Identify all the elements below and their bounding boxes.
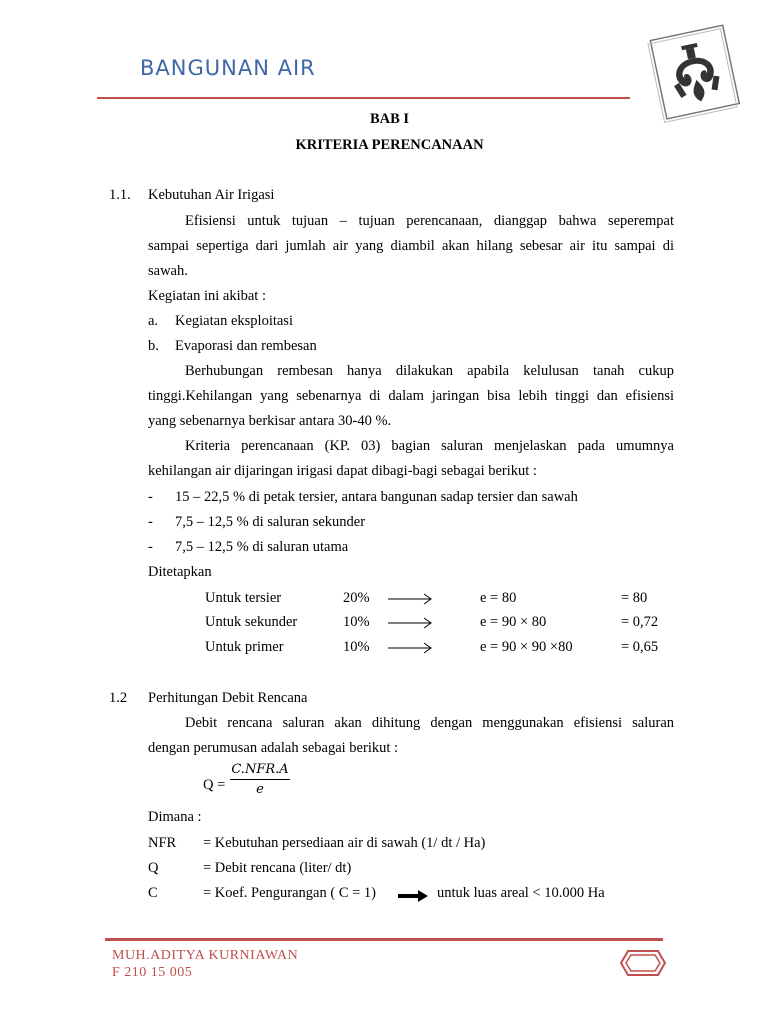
section-1-1-number: 1.1. — [109, 187, 131, 203]
header-divider — [97, 97, 630, 99]
def-c-note: untuk luas areal < 10.000 Ha — [437, 885, 605, 901]
def-nfr-desc: = Kebutuhan persediaan air di sawah (1/ dt / Ha) — [203, 835, 486, 851]
section-1-2-number: 1.2 — [109, 690, 128, 706]
dash-item-3-marker: - — [148, 539, 153, 555]
section-1-1-title: Kebutuhan Air Irigasi — [148, 187, 275, 203]
row-tersier-formula: e = 80 — [480, 590, 517, 606]
def-c-symbol: C — [148, 885, 158, 901]
s12-paragraph1-line1: Debit rencana saluran akan dihitung dengan menggunakan efisiensi saluran — [185, 715, 674, 731]
def-q-symbol: Q — [148, 860, 159, 876]
formula-fraction — [230, 762, 290, 797]
section-1-2-title: Perhitungan Debit Rencana — [148, 690, 308, 706]
row-primer-percent: 10% — [343, 639, 370, 655]
footer-emblem-icon — [620, 948, 666, 978]
arrow-right-bold-icon — [398, 890, 428, 902]
dash-item-1-text: 15 – 22,5 % di petak tersier, antara bangunan sadap tersier dan sawah — [175, 489, 578, 505]
list-b-text: Evaporasi dan rembesan — [175, 338, 317, 354]
s11-paragraph2: Kegiatan ini akibat : — [148, 288, 266, 304]
def-q-desc: = Debit rencana (liter/ dt) — [203, 860, 352, 876]
dash-item-1-marker: - — [148, 489, 153, 505]
formula-denominator: e — [256, 782, 264, 797]
dash-item-2-marker: - — [148, 514, 153, 530]
s11-paragraph1-line1: Efisiensi untuk tujuan – tujuan perencanaan, dianggap bahwa seperempat — [185, 213, 674, 229]
s11-paragraph3-line2: tinggi.Kehilangan yang sebenarnya di dalam jaringan bisa lebih tinggi dan efisiensi — [148, 388, 674, 404]
s11-paragraph4-line1: Kriteria perencanaan (KP. 03) bagian saluran menjelaskan pada umumnya — [185, 438, 674, 454]
formula-numerator: C.NFR.A — [230, 762, 290, 780]
row-sekunder-percent: 10% — [343, 614, 370, 630]
list-a-text: Kegiatan eksploitasi — [175, 313, 293, 329]
formula-lhs: Q = — [203, 777, 226, 793]
chapter-label: BAB I — [369, 111, 410, 127]
row-sekunder-formula: e = 90 × 80 — [480, 614, 547, 630]
dash-item-3-text: 7,5 – 12,5 % di saluran utama — [175, 539, 349, 555]
arrow-right-icon — [388, 642, 433, 654]
row-primer-label: Untuk primer — [205, 639, 284, 655]
row-sekunder-result: = 0,72 — [621, 614, 659, 630]
s12-paragraph1-line2: dengan perumusan adalah sebagai berikut : — [148, 740, 399, 756]
footer-divider — [105, 938, 663, 941]
s11-paragraph3-line1: Berhubungan rembesan hanya dilakukan apabila kelulusan tanah cukup — [185, 363, 674, 379]
footer-author-name: MUH.ADITYA KURNIAWAN — [112, 948, 299, 963]
chapter-title: KRITERIA PERENCANAAN — [295, 137, 484, 153]
def-c-desc: = Koef. Pengurangan ( C = 1) — [203, 885, 376, 901]
s11-paragraph3-line3: yang sebenarnya berkisar antara 30-40 %. — [148, 413, 392, 429]
list-a-marker: a. — [148, 313, 159, 329]
row-tersier-result: = 80 — [621, 590, 648, 606]
header-title: BANGUNAN AIR — [140, 56, 316, 80]
def-nfr-symbol: NFR — [148, 835, 177, 851]
s11-paragraph1-line2: sampai sepertiga dari jumlah air yang diambil akan hilang sebesar air itu sampai di — [148, 238, 674, 254]
row-tersier-percent: 20% — [343, 590, 370, 606]
s11-paragraph4-line2: kehilangan air dijaringan irigasi dapat dibagi-bagi sebagai berikut : — [148, 463, 537, 479]
ditetapkan-label: Ditetapkan — [148, 564, 212, 580]
footer-student-id: F 210 15 005 — [112, 965, 193, 980]
row-primer-formula: e = 90 × 90 ×80 — [480, 639, 573, 655]
list-b-marker: b. — [148, 338, 159, 354]
dimana-label: Dimana : — [148, 809, 202, 825]
row-primer-result: = 0,65 — [621, 639, 659, 655]
arrow-right-icon — [388, 617, 433, 629]
row-tersier-label: Untuk tersier — [205, 590, 282, 606]
s11-paragraph1-line3: sawah. — [148, 263, 188, 279]
dash-item-2-text: 7,5 – 12,5 % di saluran sekunder — [175, 514, 366, 530]
arrow-right-icon — [388, 593, 433, 605]
row-sekunder-label: Untuk sekunder — [205, 614, 298, 630]
